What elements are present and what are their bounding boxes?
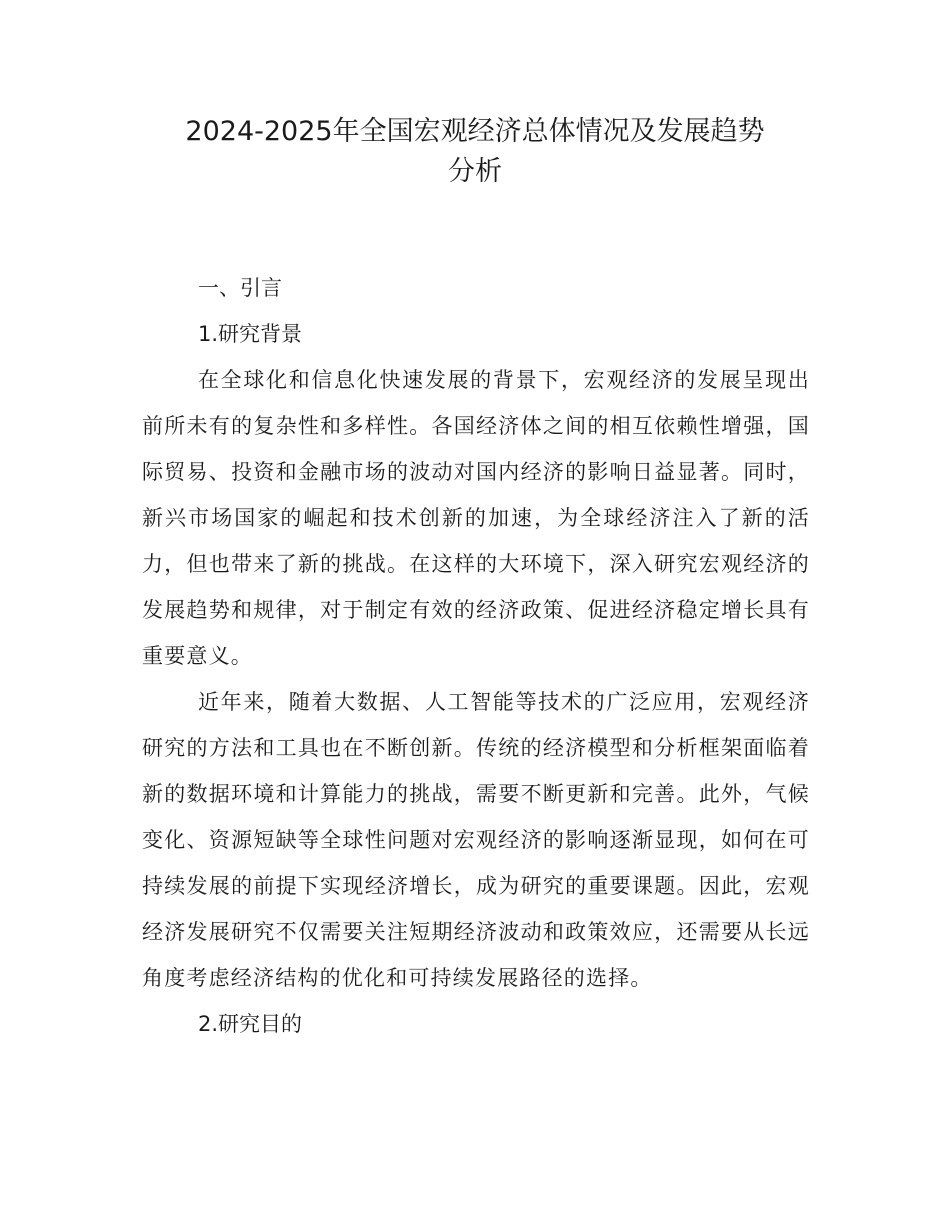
document-title-line1: 2024-2025年全国宏观经济总体情况及发展趋势 [185,116,765,147]
paragraph-background-1: 在全球化和信息化快速发展的背景下，宏观经济的发展呈现出前所未有的复杂性和多样性。各国经济体之间的相互依赖性增强，国际贸易、投资和金融市场的波动对国内经济的影响日益显著。同时，新兴市场国家的崛起和技术创新的加速，为全球经济注入了新的活力，但也带来了新的挑战。在这样的大环境下，深入研究宏观经济的发展趋势和规律，对于制定有效的经济政策、促进经济稳定增长具有重要意义。 [142,368,810,668]
subsection-heading-purpose: 2.研究目的 [198,1012,303,1036]
subsection-heading-background: 1.研究背景 [198,322,303,346]
document-body [142,265,810,1047]
paragraph-background-2: 近年来，随着大数据、人工智能等技术的广泛应用，宏观经济研究的方法和工具也在不断创新。传统的经济模型和分析框架面临着新的数据环境和计算能力的挑战，需要不断更新和完善。此外，气候变化、资源短缺等全球性问题对宏观经济的影响逐渐显现，如何在可持续发展的前提下实现经济增长，成为研究的重要课题。因此，宏观经济发展研究不仅需要关注短期经济波动和政策效应，还需要从长远角度考虑经济结构的优化和可持续发展路径的选择。 [142,690,810,990]
document-title [100,112,850,192]
section-heading-introduction: 一、引言 [198,276,282,300]
document-title-line2: 分析 [448,156,502,187]
